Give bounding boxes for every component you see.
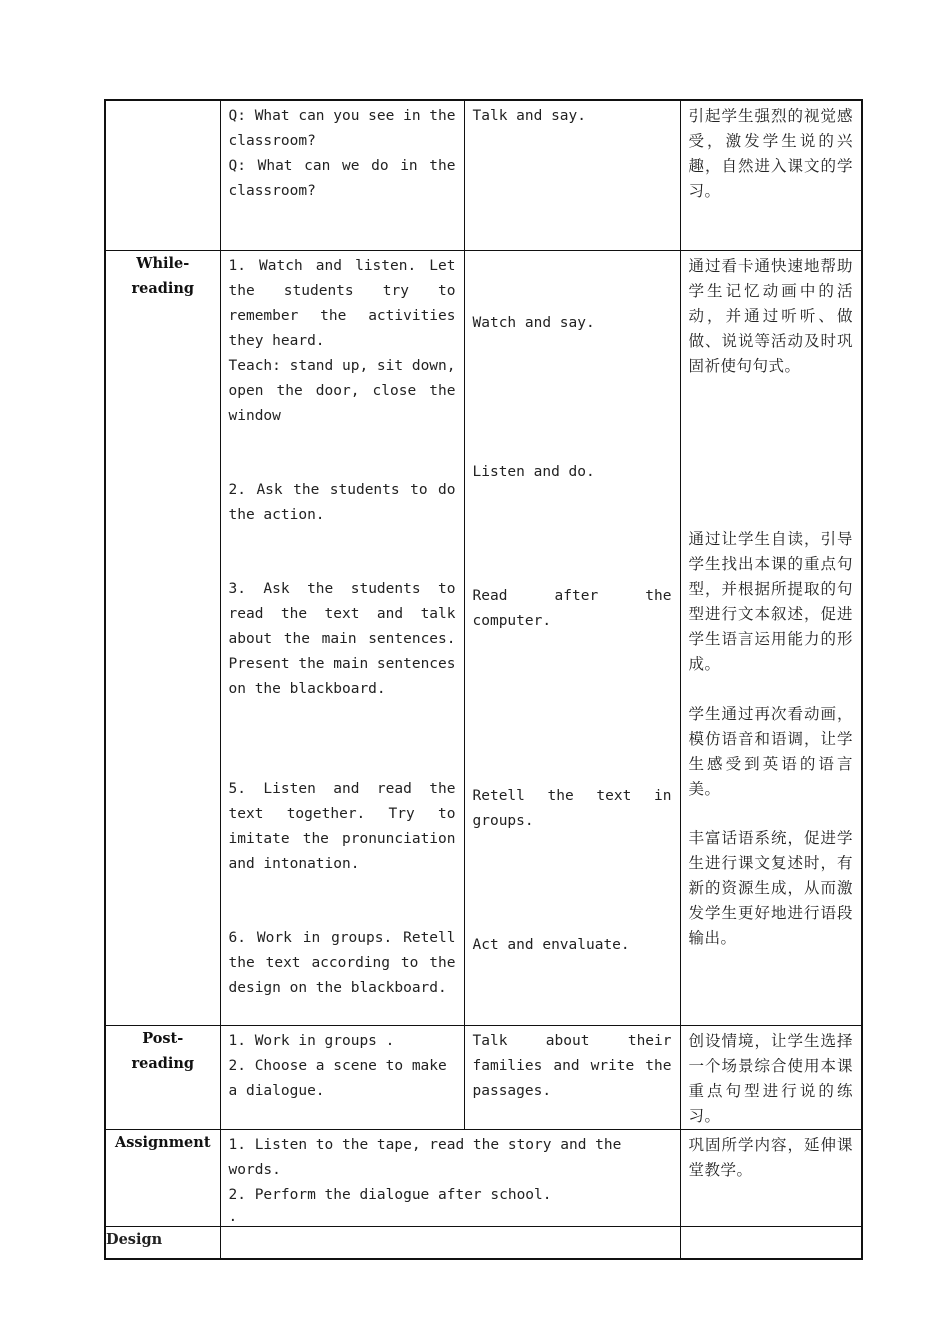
assignment-task: 2. Perform the dialogue after school. [228,1186,552,1203]
student-activity: Watch and say. [472,314,595,331]
student-activity: Talk and say. [472,108,586,124]
student-activity: Act and envaluate. [472,936,630,953]
purpose-cell [680,250,862,1025]
assignment-task: . [228,1208,238,1225]
stage-label: While- [136,254,190,272]
stage-cell-while-reading [105,250,220,1025]
purpose-text: 巩固所学内容，延伸课堂教学。 [688,1135,853,1179]
teacher-step: 2. Ask the students to do the action. [228,481,456,523]
purpose-cell [680,100,862,250]
design-content-cell [220,1226,680,1259]
stage-label: Post- [142,1029,184,1047]
student-activity-cell [464,1025,680,1129]
stage-cell-design: Design [105,1226,220,1259]
student-activity: Retell the text in groups. [472,787,672,829]
assignment-tasks-cell [220,1129,680,1226]
table-row [105,100,862,250]
teacher-activity-cell [220,1025,464,1129]
lesson-plan-table [104,99,863,1260]
student-activity: Listen and do. [472,463,595,480]
teacher-activity-cell [220,250,464,1025]
purpose-text: 丰富话语系统，促进学生进行课文复述时，有新的资源生成，从而激发学生更好地进行语段输出。 [688,828,853,947]
teacher-step: Teach: stand up, sit down, open the door, close the window [228,357,456,424]
purpose-text: 通过看卡通快速地帮助学生记忆动画中的活动，并通过听听、做做、说说等活动及时巩固祈使句句式。 [688,256,853,375]
teacher-step: 1. Watch and listen. Let the students try to remember the activities they heard. [228,257,456,349]
purpose-cell [680,1129,862,1226]
table-row [105,1129,862,1226]
stage-cell-assignment: Assignment [105,1129,220,1226]
purpose-text: 学生通过再次看动画，模仿语音和语调，让学生感受到英语的语言美。 [688,704,853,798]
stage-label: reading [131,279,195,297]
teacher-step: 6. Work in groups. Retell the text according to the design on the blackboard. [228,929,456,996]
table-row [105,1226,862,1259]
assignment-task: 1. Listen to the tape, read the story and the words. [228,1136,622,1178]
purpose-text: 创设情境，让学生选择一个场景综合使用本课重点句型进行说的练习。 [688,1031,853,1125]
student-activity-cell [464,100,680,250]
teacher-question: Q: What can you see in the classroom? [228,108,456,149]
teacher-step: 3. Ask the students to read the text and talk about the main sentences. Present the main sentences on the blackboard. [228,580,456,697]
stage-cell-post-reading [105,1025,220,1129]
teacher-question: Q: What can we do in the classroom? [228,158,456,199]
table-row [105,1025,862,1129]
purpose-text: 引起学生强烈的视觉感受，激发学生说的兴趣，自然进入课文的学习。 [688,107,853,200]
student-activity: Read after the computer. [472,587,672,629]
student-activity: Talk about their families and write the passages. [472,1032,672,1099]
teacher-step: 2. Choose a scene to make a dialogue. [228,1057,447,1099]
purpose-text: 通过让学生自读，引导学生找出本课的重点句型，并根据所提取的句型进行文本叙述，促进学生语言运用能力的形成。 [688,529,853,673]
design-purpose-cell [680,1226,862,1259]
student-activity-cell [464,250,680,1025]
table-row [105,250,862,1025]
stage-cell-intro [105,100,220,250]
teacher-step: 1. Work in groups . [228,1032,395,1049]
purpose-cell [680,1025,862,1129]
stage-label: reading [131,1054,195,1072]
teacher-step: 5. Listen and read the text together. Try to imitate the pronunciation and intonation. [228,780,456,872]
teacher-activity-cell [220,100,464,250]
